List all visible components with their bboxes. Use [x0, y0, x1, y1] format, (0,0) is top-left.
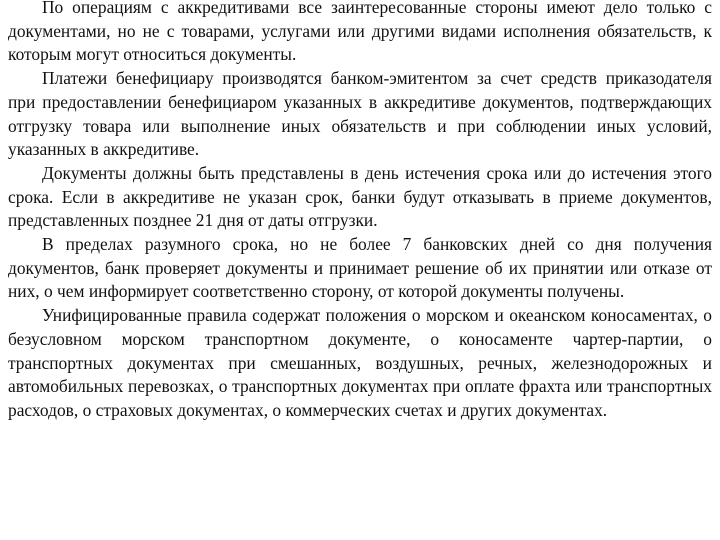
paragraph-uniform-rules: Унифицированные правила содержат положения о морском и океанском коносаментах, о безусловном морском транспортном документе, о коносаменте чартер-партии, о транспортных документах при смешанных, воздушных, речных, железнодорожных и автомобильных перевозках, о транспортных документах при оплате фрахта или транспортных расходов, о страховых документах, о коммерческих счетах и других документах. [8, 305, 712, 420]
paragraph-payments: Платежи бенефициару производятся банком-эмитентом за счет средств приказодателя при предоставлении бенефициаром указанных в аккредитиве документов, подтверждающих отгрузку товара или выполнение иных обязательств и при соблюдении иных условий, указанных в аккредитиве. [8, 68, 712, 160]
paragraph-deadline: Документы должны быть представлены в день истечения срока или до истечения этого срока. Если в аккредитиве не указан срок, банки будут отказывать в приеме документов, представленных позднее 21 дня от даты отгрузки. [8, 162, 712, 231]
paragraph-bank-review: В пределах разумного срока, но не более 7 банковских дней со дня получения документов, банк проверяет документы и принимает решение об их принятии или отказе от них, о чем информирует соответственно сторону, от которой документы получены. [8, 234, 712, 302]
document-body [8, 0, 712, 423]
paragraph-documents-only: По операциям с аккредитивами все заинтересованные стороны имеют дело только с документами, но не с товарами, услугами или другими видами исполнения обязательств, к которым могут относиться документы. [8, 0, 712, 65]
